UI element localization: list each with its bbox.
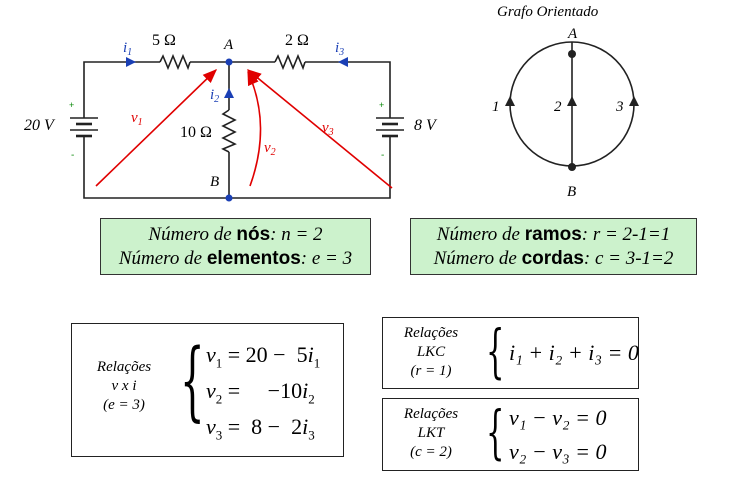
node-a-dot <box>226 59 233 66</box>
elements-line: Número de elementos: e = 3 <box>118 248 353 269</box>
nodes-line: Número de nós: n = 2 <box>148 224 323 245</box>
label-i2: $i_2$ <box>210 87 220 105</box>
circuit-wires <box>84 56 390 198</box>
graph-arrow-2 <box>567 96 577 106</box>
lkc-relations-box <box>382 317 639 389</box>
label-node-a: A <box>224 37 234 53</box>
plus-right: + <box>379 100 385 110</box>
graph-label-1: 1 <box>492 99 500 115</box>
branches-line: Número de ramos: r = 2-1=1 <box>436 224 671 245</box>
vi-brace: { <box>180 331 205 431</box>
vi-relations-label: Relações v x i (e = 3) <box>96 359 152 413</box>
minus-left: - <box>71 150 75 161</box>
label-i1: $i_1$ <box>123 40 133 58</box>
plus-left: + <box>69 100 75 110</box>
current-arrow-i1 <box>126 57 136 67</box>
chords-line: Número de cordas: c = 3-1=2 <box>433 248 674 269</box>
graph-arrow-3 <box>629 96 639 106</box>
oriented-graph <box>470 0 670 205</box>
label-v3: $v_3$ <box>322 120 334 138</box>
current-arrow-i3 <box>338 57 348 67</box>
lkc-brace: { <box>486 317 505 385</box>
node-b-dot <box>226 195 233 202</box>
vi-eq3: $v_3 = 8 - 2i_3$ <box>206 414 315 443</box>
lkc-relations-label: Relações LKC (r = 1) <box>403 325 459 379</box>
label-r1: 5 Ω <box>152 32 176 49</box>
label-source-left: 20 V <box>24 117 54 134</box>
label-node-b: B <box>210 174 220 190</box>
graph-label-2: 2 <box>554 99 562 115</box>
voltage-arrow-v3 <box>248 70 392 188</box>
battery-left <box>70 118 98 143</box>
lkt-eq2: v₂ − v₃ = 0 <box>509 439 607 464</box>
graph-node-a <box>568 50 576 58</box>
graph-node-b <box>568 163 576 171</box>
lkc-eq: i₁ + i₂ + i₃ = 0 <box>509 340 639 365</box>
label-v2: $v_2$ <box>264 140 276 158</box>
circuit-diagram <box>0 0 470 205</box>
graph-label-b: B <box>567 184 577 200</box>
lkt-relations-label: Relações LKT (c = 2) <box>403 406 459 460</box>
current-arrow-i2 <box>224 88 234 98</box>
label-v1: $v_1$ <box>131 110 143 128</box>
vi-eq2: $v_2$ = $-10i_2$ <box>206 378 315 407</box>
branches-chords-box <box>410 218 697 275</box>
graph-label-3: 3 <box>616 99 624 115</box>
graph-title: Grafo Orientado <box>497 4 599 20</box>
label-source-right: 8 V <box>414 117 436 134</box>
minus-right: - <box>381 150 385 161</box>
label-i3: $i_3$ <box>335 40 345 58</box>
lkt-brace: { <box>486 398 505 466</box>
label-r3: 2 Ω <box>285 32 309 49</box>
lkt-relations-box <box>382 398 639 471</box>
vi-eq1: $v_1 = 20 - 5i_1$ <box>206 342 321 371</box>
voltage-arrow-v2 <box>248 72 261 186</box>
nodes-elements-box <box>100 218 371 275</box>
label-r2: 10 Ω <box>180 124 212 141</box>
battery-right <box>376 118 404 143</box>
vi-relations-box <box>71 323 344 457</box>
lkt-eq1: v₁ − v₂ = 0 <box>509 405 607 430</box>
graph-arrow-1 <box>505 96 515 106</box>
graph-label-a: A <box>568 26 578 42</box>
